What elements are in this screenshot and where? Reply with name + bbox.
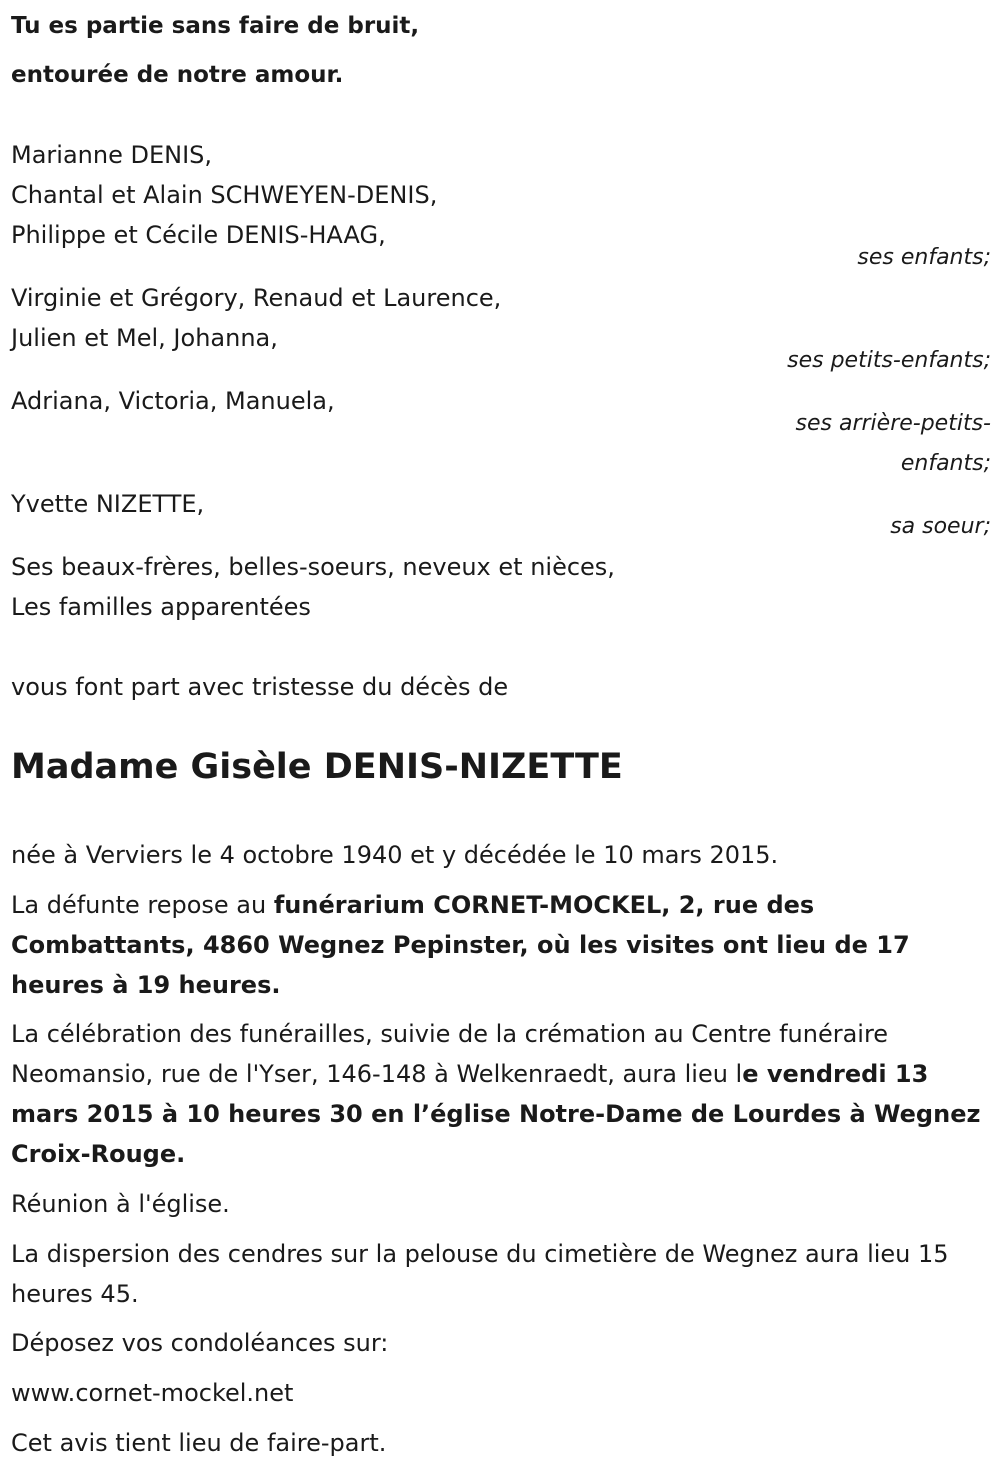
grandchildren-line-1: Virginie et Grégory, Renaud et Laurence, [11,284,502,312]
children-role: ses enfants; [857,245,991,270]
epitaph-line-1: Tu es partie sans faire de bruit, [11,13,420,39]
child-3: Philippe et Cécile DENIS-HAAG, [11,221,386,249]
rest-details: funérarium CORNET-MOCKEL, 2, rue des Combattants, 4860 Wegnez Pepinster, où les visites ont lieu de 17 heures à 19 heures. [11,891,910,999]
great-grandchildren-role-1: ses arrière-petits- [795,411,991,436]
announcement-line: vous font part avec tristesse du décès de [11,673,509,701]
grandchildren-line-2: Julien et Mel, Johanna, [11,324,278,352]
notice-line: Cet avis tient lieu de faire-part. [11,1429,387,1457]
birth-death-line: née à Verviers le 4 octobre 1940 et y décédée le 10 mars 2015. [11,841,779,869]
website-link[interactable]: www.cornet-mockel.net [11,1379,294,1407]
others-line-1: Ses beaux-frères, belles-soeurs, neveux et nièces, [11,553,615,581]
condolences-line: Déposez vos condoléances sur: [11,1329,389,1357]
ceremony-prefix: La célébration des funérailles, suivie de la crémation au Centre funéraire Neomansio, rue de l'Yser, 146-148 à Welkenraedt, aura lieu l [11,1020,889,1088]
ceremony-details: e vendredi 13 mars 2015 à 10 heures 30 en l’église Notre-Dame de Lourdes à Wegnez Croix-Rouge. [11,1060,981,1168]
rest-prefix: La défunte repose au [11,891,274,919]
great-grandchildren-role-2: enfants; [900,451,991,476]
great-grandchildren-line: Adriana, Victoria, Manuela, [11,387,335,415]
ceremony-paragraph [11,1014,1000,1174]
rest-paragraph [11,885,1000,1005]
sister-role: sa soeur; [890,514,991,539]
meeting-line: Réunion à l'église. [11,1190,230,1218]
deceased-name: Madame Gisèle DENIS-NIZETTE [11,747,623,787]
child-1: Marianne DENIS, [11,141,213,169]
child-2: Chantal et Alain SCHWEYEN-DENIS, [11,181,438,209]
grandchildren-role: ses petits-enfants; [787,348,991,373]
ashes-paragraph: La dispersion des cendres sur la pelouse du cimetière de Wegnez aura lieu 15 heures 45. [11,1240,949,1308]
epitaph-line-2: entourée de notre amour. [11,62,344,88]
sister-name: Yvette NIZETTE, [11,490,205,518]
others-line-2: Les familles apparentées [11,593,311,621]
